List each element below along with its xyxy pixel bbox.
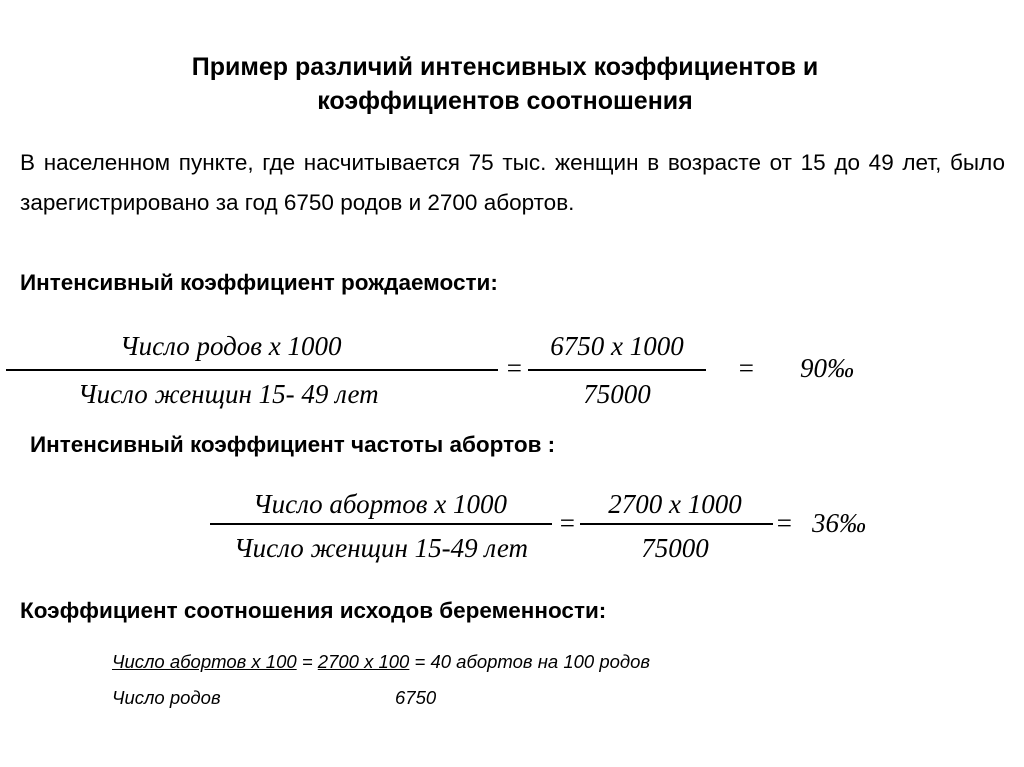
abortion-rate-equals-1: = bbox=[558, 508, 577, 538]
ratio-heading: Коэффициент соотношения исходов беременности: bbox=[20, 598, 607, 623]
intro-paragraph: В населенном пункте, где насчитывается 75 тыс. женщин в возрасте от 15 до 49 лет, было зарегистрировано за год 6750 родов и 2700 абортов. bbox=[20, 150, 1005, 215]
ratio-result: 40 абортов на 100 родов bbox=[430, 651, 651, 672]
ratio-value-numerator: 2700 х 100 bbox=[317, 651, 410, 672]
ratio-value-denominator: 6750 bbox=[395, 687, 437, 708]
birth-rate-value-numerator: 6750 х 1000 bbox=[550, 331, 684, 361]
birth-rate-denominator: Число женщин 15- 49 лет bbox=[78, 379, 379, 409]
ratio-formula-line bbox=[112, 650, 650, 674]
birth-rate-heading: Интенсивный коэффициент рождаемости: bbox=[20, 270, 498, 295]
birth-rate-fraction-line bbox=[6, 369, 498, 371]
ratio-equals-2: = bbox=[414, 651, 426, 672]
birth-rate-numerator: Число родов х 1000 bbox=[120, 331, 342, 361]
abortion-rate-denominator: Число женщин 15-49 лет bbox=[234, 533, 528, 563]
abortion-rate-value-fraction-line bbox=[580, 523, 773, 525]
birth-rate-value-denominator: 75000 bbox=[583, 379, 651, 409]
title-line-2: коэффициентов соотношения bbox=[317, 87, 693, 115]
abortion-rate-fraction-line bbox=[210, 523, 552, 525]
abortion-rate-value-denominator: 75000 bbox=[641, 533, 709, 563]
birth-rate-equals-2: = bbox=[737, 353, 756, 383]
birth-rate-equals-1: = bbox=[505, 353, 524, 383]
ratio-numerator: Число абортов х 100 bbox=[112, 651, 297, 672]
ratio-denominator: Число родов bbox=[112, 687, 221, 708]
abortion-rate-heading: Интенсивный коэффициент частоты абортов : bbox=[30, 432, 556, 457]
abortion-rate-value-numerator: 2700 х 1000 bbox=[608, 489, 742, 519]
birth-rate-result: 90‰ bbox=[800, 353, 854, 383]
ratio-equals-1: = bbox=[301, 651, 313, 672]
title-line-1: Пример различий интенсивных коэффициентов и bbox=[191, 53, 819, 81]
abortion-rate-numerator: Число абортов х 1000 bbox=[252, 489, 507, 519]
page-title bbox=[0, 50, 1010, 118]
abortion-rate-equals-2: = bbox=[775, 508, 794, 538]
abortion-rate-result: 36‰ bbox=[812, 508, 866, 538]
birth-rate-value-fraction-line bbox=[528, 369, 706, 371]
